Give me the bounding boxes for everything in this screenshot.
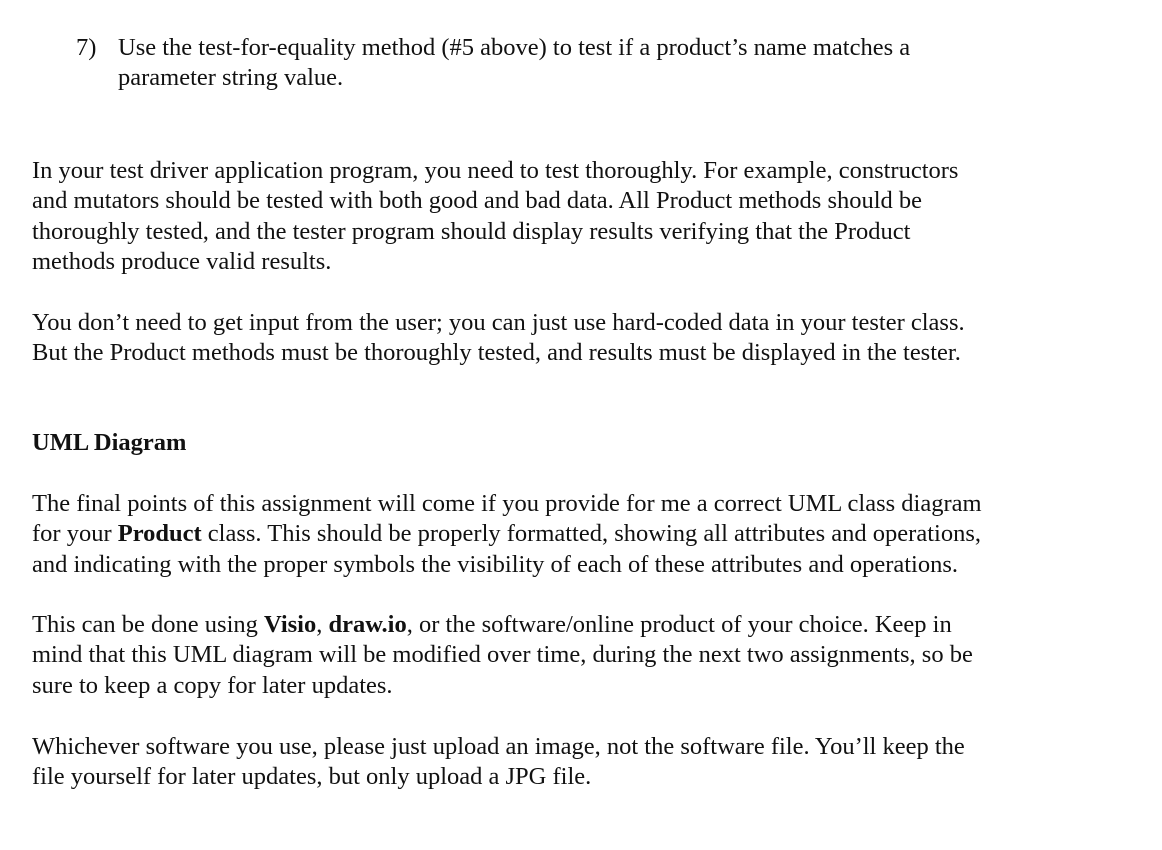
paragraph-line (32, 519, 1122, 549)
text-segment: for your (32, 520, 118, 548)
paragraph-line: You don’t need to get input from the user; you can just use hard-coded data in your tester class. (32, 309, 965, 336)
paragraph-testing (32, 156, 1122, 278)
paragraph-line: and indicating with the proper symbols the visibility of each of these attributes and operations. (32, 550, 959, 578)
text-segment: class. This should be properly formatted, showing all attributes and operations, (201, 520, 981, 548)
paragraph-uml-points (32, 489, 1122, 580)
paragraph-line: mind that this UML diagram will be modified over time, during the next two assignments, so be (32, 641, 973, 669)
paragraph-line: sure to keep a copy for later updates. (32, 671, 393, 699)
paragraph-line: file yourself for later updates, but only upload a JPG file. (32, 763, 592, 791)
text-segment: This can be done using (32, 611, 265, 638)
paragraph-hardcoded-data (32, 308, 1122, 369)
bold-term-product: Product (117, 520, 202, 548)
paragraph-line: Whichever software you use, please just upload an image, not the software file. You’ll keep the (32, 733, 965, 760)
text-segment: , or the software/online product of your choice. Keep in (406, 611, 952, 638)
list-item-7 (76, 33, 1076, 94)
paragraph-line: But the Product methods must be thoroughly tested, and results must be displayed in the tester. (32, 339, 961, 367)
list-item-line: Use the test-for-equality method (#5 above) to test if a product’s name matches a (118, 34, 911, 61)
paragraph-line: The final points of this assignment will come if you provide for me a correct UML class diagram (32, 490, 982, 517)
paragraph-line: thoroughly tested, and the tester program should display results verifying that the Product (32, 217, 911, 245)
bold-term-drawio: draw.io (328, 611, 407, 638)
paragraph-line: In your test driver application program, you need to test thoroughly. For example, constructors (32, 157, 959, 184)
paragraph-line: methods produce valid results. (32, 248, 332, 276)
paragraph-upload (32, 732, 1122, 793)
list-item-text (118, 33, 1048, 94)
paragraph-line (32, 610, 1122, 640)
text-segment: , (316, 611, 329, 638)
paragraph-tools (32, 610, 1122, 701)
paragraph-line: and mutators should be tested with both good and bad data. All Product methods should be (32, 187, 923, 215)
section-heading: UML Diagram (32, 429, 187, 456)
bold-term-visio: Visio (264, 611, 317, 638)
list-number: 7) (76, 34, 97, 61)
list-item-line: parameter string value. (118, 64, 344, 92)
